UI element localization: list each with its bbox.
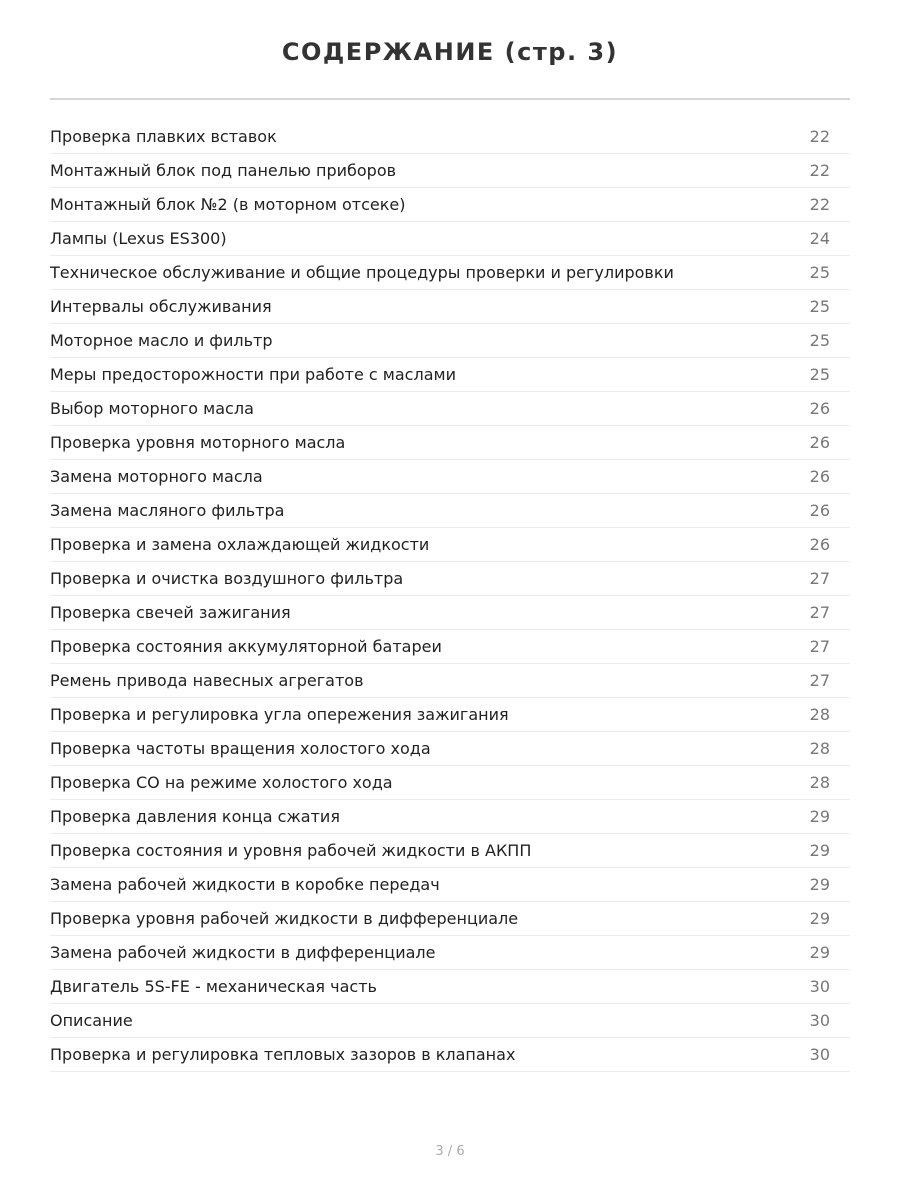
toc-entry-title: Лампы (Lexus ES300) — [50, 229, 227, 248]
toc-entry-title: Проверка уровня рабочей жидкости в дифференциале — [50, 909, 519, 928]
toc-entry[interactable] — [50, 664, 850, 698]
toc-entry[interactable] — [50, 970, 850, 1004]
table-of-contents — [50, 120, 850, 1072]
toc-entry[interactable] — [50, 562, 850, 596]
toc-entry[interactable] — [50, 120, 850, 154]
toc-entry-page-number: 22 — [809, 127, 830, 146]
title-divider — [50, 98, 850, 100]
toc-entry-page-number: 29 — [809, 943, 830, 962]
toc-entry-page-number: 26 — [809, 433, 830, 452]
toc-entry[interactable] — [50, 1038, 850, 1072]
toc-entry-title: Меры предосторожности при работе с маслами — [50, 365, 456, 384]
toc-entry[interactable] — [50, 698, 850, 732]
toc-entry-title: Проверка состояния и уровня рабочей жидкости в АКПП — [50, 841, 532, 860]
toc-entry-title: Проверка уровня моторного масла — [50, 433, 346, 452]
toc-entry-page-number: 27 — [809, 569, 830, 588]
toc-entry-title: Проверка давления конца сжатия — [50, 807, 340, 826]
toc-entry[interactable] — [50, 800, 850, 834]
toc-entry-title: Замена масляного фильтра — [50, 501, 285, 520]
toc-entry[interactable] — [50, 834, 850, 868]
toc-entry-page-number: 27 — [809, 671, 830, 690]
toc-entry[interactable] — [50, 460, 850, 494]
toc-entry[interactable] — [50, 426, 850, 460]
toc-entry-page-number: 24 — [809, 229, 830, 248]
toc-entry-title: Описание — [50, 1011, 133, 1030]
toc-entry-title: Монтажный блок под панелью приборов — [50, 161, 397, 180]
toc-entry-title: Замена рабочей жидкости в дифференциале — [50, 943, 436, 962]
toc-entry-page-number: 29 — [809, 909, 830, 928]
toc-entry-title: Замена рабочей жидкости в коробке передач — [50, 875, 440, 894]
toc-entry[interactable] — [50, 528, 850, 562]
toc-entry[interactable] — [50, 902, 850, 936]
toc-entry[interactable] — [50, 188, 850, 222]
toc-entry-page-number: 25 — [809, 365, 830, 384]
toc-entry-page-number: 27 — [809, 603, 830, 622]
toc-entry-title: Ремень привода навесных агрегатов — [50, 671, 364, 690]
toc-entry[interactable] — [50, 1004, 850, 1038]
toc-entry-page-number: 29 — [809, 807, 830, 826]
toc-entry[interactable] — [50, 732, 850, 766]
toc-entry-page-number: 29 — [809, 875, 830, 894]
toc-entry-page-number: 25 — [809, 297, 830, 316]
toc-entry-page-number: 26 — [809, 467, 830, 486]
page-number: 3 / 6 — [435, 1144, 465, 1159]
toc-entry-page-number: 27 — [809, 637, 830, 656]
toc-entry-page-number: 30 — [809, 1011, 830, 1030]
toc-entry[interactable] — [50, 596, 850, 630]
toc-entry-page-number: 25 — [809, 263, 830, 282]
toc-entry-page-number: 30 — [809, 1045, 830, 1064]
toc-entry-page-number: 26 — [809, 501, 830, 520]
toc-entry[interactable] — [50, 256, 850, 290]
toc-entry-page-number: 29 — [809, 841, 830, 860]
toc-entry-page-number: 25 — [809, 331, 830, 350]
toc-entry[interactable] — [50, 936, 850, 970]
toc-entry[interactable] — [50, 868, 850, 902]
toc-entry[interactable] — [50, 494, 850, 528]
toc-entry[interactable] — [50, 290, 850, 324]
toc-entry[interactable] — [50, 324, 850, 358]
toc-entry[interactable] — [50, 630, 850, 664]
toc-entry-page-number: 26 — [809, 399, 830, 418]
toc-entry-title: Проверка и регулировка тепловых зазоров в клапанах — [50, 1045, 516, 1064]
toc-entry-title: Проверка свечей зажигания — [50, 603, 291, 622]
toc-entry-page-number: 28 — [809, 739, 830, 758]
toc-entry-title: Монтажный блок №2 (в моторном отсеке) — [50, 195, 406, 214]
toc-entry[interactable] — [50, 392, 850, 426]
toc-entry-page-number: 26 — [809, 535, 830, 554]
toc-entry-title: Проверка частоты вращения холостого хода — [50, 739, 431, 758]
toc-entry-title: Выбор моторного масла — [50, 399, 254, 418]
toc-entry-title: Интервалы обслуживания — [50, 297, 272, 316]
toc-entry-title: Проверка и замена охлаждающей жидкости — [50, 535, 430, 554]
page-title: СОДЕРЖАНИЕ (стр. 3) — [281, 38, 619, 66]
toc-entry-page-number: 28 — [809, 773, 830, 792]
toc-entry-title: Проверка CO на режиме холостого хода — [50, 773, 393, 792]
toc-entry-page-number: 22 — [809, 195, 830, 214]
toc-entry-title: Замена моторного масла — [50, 467, 263, 486]
toc-entry-page-number: 28 — [809, 705, 830, 724]
toc-entry[interactable] — [50, 358, 850, 392]
toc-entry-title: Проверка и регулировка угла опережения зажигания — [50, 705, 509, 724]
toc-entry[interactable] — [50, 222, 850, 256]
toc-entry-title: Техническое обслуживание и общие процедуры проверки и регулировки — [50, 263, 674, 282]
toc-entry-page-number: 22 — [809, 161, 830, 180]
toc-entry[interactable] — [50, 154, 850, 188]
toc-entry-page-number: 30 — [809, 977, 830, 996]
toc-entry-title: Проверка плавких вставок — [50, 127, 277, 146]
toc-entry-title: Проверка и очистка воздушного фильтра — [50, 569, 404, 588]
toc-entry-title: Проверка состояния аккумуляторной батареи — [50, 637, 442, 656]
toc-entry[interactable] — [50, 766, 850, 800]
toc-entry-title: Двигатель 5S-FE - механическая часть — [50, 977, 377, 996]
toc-entry-title: Моторное масло и фильтр — [50, 331, 273, 350]
